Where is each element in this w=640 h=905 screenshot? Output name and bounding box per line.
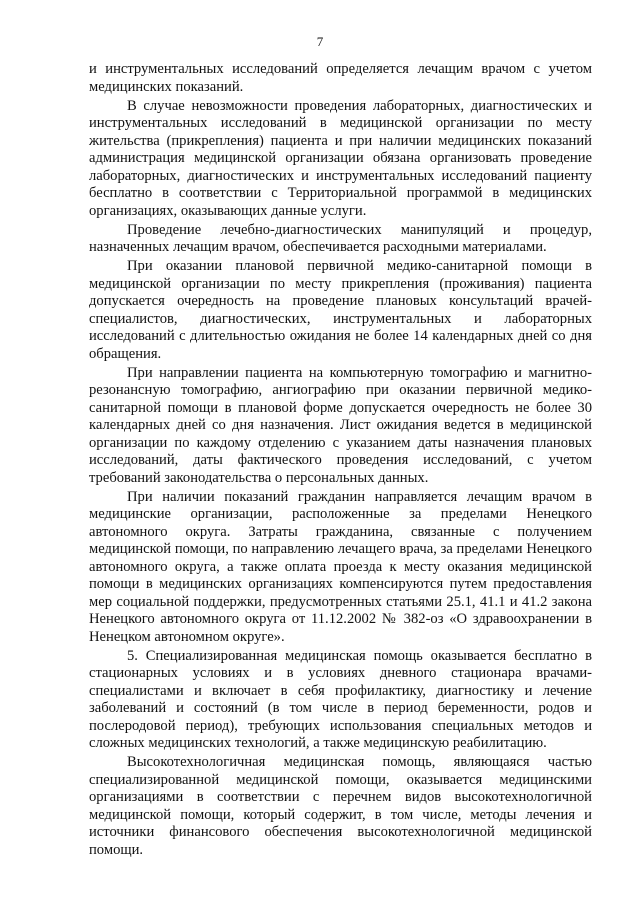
paragraph-referral-outside: При наличии показаний гражданин направляется лечащим врачом в медицинские организации, расположенные за пределами Ненецкого автономного округа. Затраты гражданина, связанные с получением медицинской помощи, по направлению лечащего врача, за пределами Ненецкого автономного округа, а также оплата проезда к месту оказания медицинской помощи в медицинских организациях компенсируются путем предоставления мер социальной поддержки, предусмотренных статьями 25.1, 41.1 и 41.2 закона Ненецкого автономного округа от 11.12.2002 № 382-оз «О здравоохранении в Ненецком автономном округе». — [89, 488, 592, 645]
paragraph-tomography: При направлении пациента на компьютерную томографию и магнитно-резонансную томографию, ангиографию при оказании первичной медико-санитарной помощи в плановой форме допускается очередность не более 30 календарных дней со дня назначения. Лист ожидания ведется в медицинской организации по каждому отделению с указанием даты назначения плановых исследований, даты фактического проведения исследований, с учетом требований законодательства о персональных данных. — [89, 364, 592, 486]
paragraph-lab-research: В случае невозможности проведения лабораторных, диагностических и инструментальных исследований в медицинской организации по месту жительства (прикрепления) пациента и при наличии медицинских показаний администрация медицинской организации обязана организовать проведение лабораторных, диагностических и инструментальных исследований пациенту бесплатно в соответствии с Территориальной программой в медицинских организациях, оказывающих данные услуги. — [89, 97, 592, 219]
paragraph-consumables: Проведение лечебно-диагностических манипуляций и процедур, назначенных лечащим врачом, обеспечивается расходными материалами. — [89, 221, 592, 255]
paragraph-specialized-care: 5. Специализированная медицинская помощь оказывается бесплатно в стационарных условиях и в условиях дневного стационара врачами-специалистами и включает в себя профилактику, диагностику и лечение заболеваний и состояний (в том числе в период беременности, родов и послеродовой период), требующих использования специальных методов и сложных медицинских технологий, а также медицинскую реабилитацию. — [89, 647, 592, 751]
page-number: 7 — [316, 34, 324, 49]
paragraph-planned-queue: При оказании плановой первичной медико-санитарной помощи в медицинской организации по месту прикрепления (проживания) пациента допускается очередность на проведение плановых консультаций врачей-специалистов, диагностических, инструментальных и лабораторных исследований с длительностью ожидания не более 14 календарных дней со дня обращения. — [89, 258, 592, 362]
document-body — [89, 61, 592, 861]
paragraph-continuation: и инструментальных исследований определяется лечащим врачом с учетом медицинских показаний. — [89, 61, 592, 95]
paragraph-high-tech-care: Высокотехнологичная медицинская помощь, являющаяся частью специализированной медицинской помощи, оказывается медицинскими организациями в соответствии с перечнем видов высокотехнологичной медицинской помощи, который содержит, в том числе, методы лечения и источники финансового обеспечения высокотехнологичной медицинской помощи. — [89, 754, 592, 858]
